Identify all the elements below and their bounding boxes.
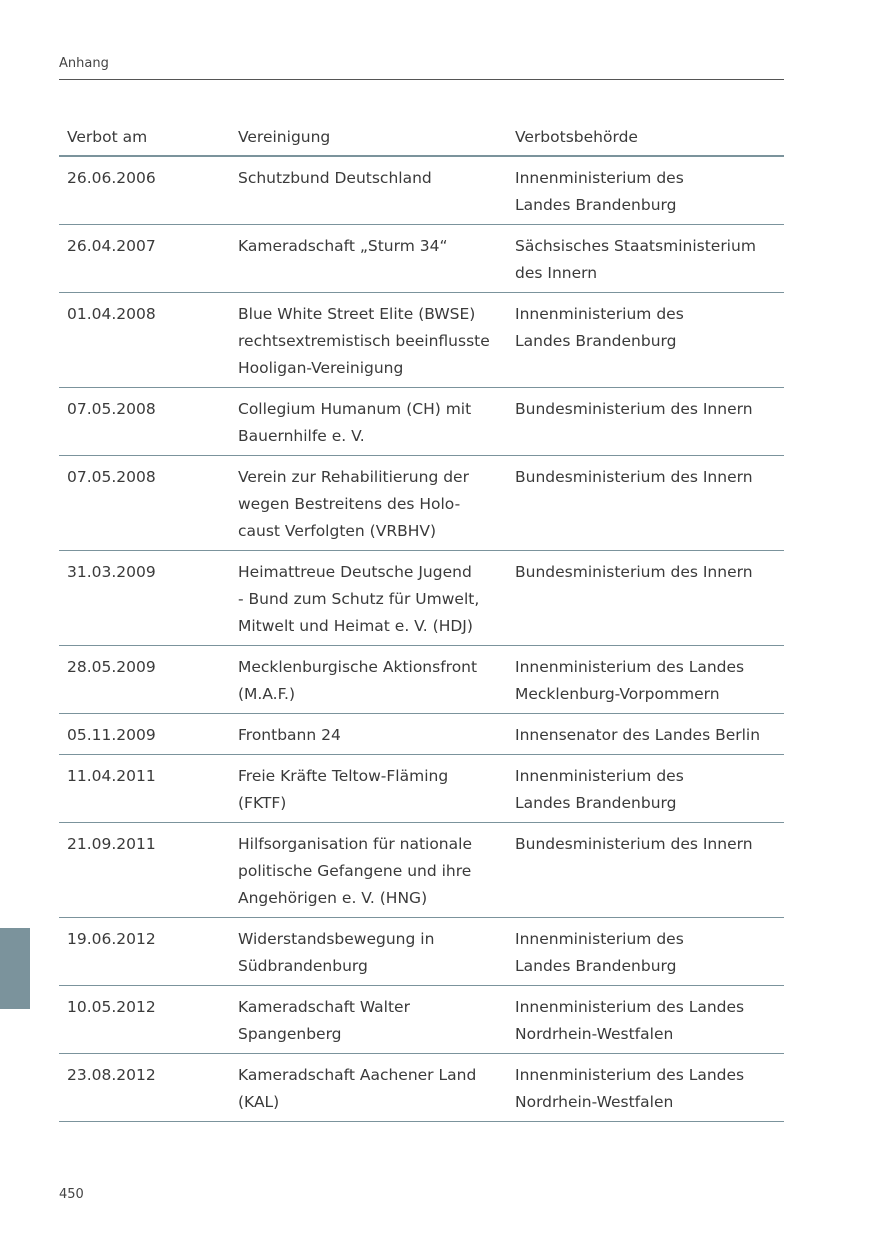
table-row bbox=[59, 1054, 784, 1122]
cell-authority: Innenministerium des Landes Mecklenburg-Vorpommern bbox=[507, 646, 784, 714]
table-row bbox=[59, 918, 784, 986]
ban-table bbox=[59, 116, 784, 1122]
table-row bbox=[59, 986, 784, 1054]
cell-authority: Bundesministerium des Innern bbox=[507, 456, 784, 551]
cell-authority: Sächsisches Staatsministerium des Innern bbox=[507, 225, 784, 293]
cell-association: Kameradschaft Walter Spangenberg bbox=[230, 986, 507, 1054]
cell-association: Blue White Street Elite (BWSE) rechtsextremistisch beeinflusste Hooligan-Vereinigung bbox=[230, 293, 507, 388]
column-header-association: Vereinigung bbox=[230, 116, 507, 156]
cell-date: 26.06.2006 bbox=[59, 156, 230, 225]
cell-date: 23.08.2012 bbox=[59, 1054, 230, 1122]
table-row bbox=[59, 456, 784, 551]
cell-authority: Innenministerium des Landes Nordrhein-Westfalen bbox=[507, 986, 784, 1054]
page-number: 450 bbox=[59, 1187, 84, 1202]
table-row bbox=[59, 156, 784, 225]
cell-date: 28.05.2009 bbox=[59, 646, 230, 714]
cell-association: Heimattreue Deutsche Jugend - Bund zum Schutz für Umwelt, Mitwelt und Heimat e. V. (HDJ) bbox=[230, 551, 507, 646]
running-head-title: Anhang bbox=[59, 56, 109, 71]
cell-association: Kameradschaft Aachener Land (KAL) bbox=[230, 1054, 507, 1122]
cell-date: 10.05.2012 bbox=[59, 986, 230, 1054]
table-row bbox=[59, 388, 784, 456]
cell-authority: Innensenator des Landes Berlin bbox=[507, 714, 784, 755]
cell-authority: Innenministerium des Landes Brandenburg bbox=[507, 293, 784, 388]
cell-association: Mecklenburgische Aktionsfront (M.A.F.) bbox=[230, 646, 507, 714]
cell-association: Frontbann 24 bbox=[230, 714, 507, 755]
cell-authority: Innenministerium des Landes Brandenburg bbox=[507, 918, 784, 986]
cell-date: 01.04.2008 bbox=[59, 293, 230, 388]
cell-association: Collegium Humanum (CH) mit Bauernhilfe e. V. bbox=[230, 388, 507, 456]
cell-association: Hilfsorganisation für nationale politische Gefangene und ihre Angehörigen e. V. (HNG) bbox=[230, 823, 507, 918]
cell-association: Schutzbund Deutschland bbox=[230, 156, 507, 225]
cell-date: 31.03.2009 bbox=[59, 551, 230, 646]
cell-date: 21.09.2011 bbox=[59, 823, 230, 918]
table-row bbox=[59, 646, 784, 714]
cell-association: Verein zur Rehabilitierung der wegen Bestreitens des Holo- caust Verfolgten (VRBHV) bbox=[230, 456, 507, 551]
cell-authority: Bundesministerium des Innern bbox=[507, 823, 784, 918]
cell-authority: Innenministerium des Landes Brandenburg bbox=[507, 755, 784, 823]
cell-authority: Bundesministerium des Innern bbox=[507, 551, 784, 646]
cell-authority: Innenministerium des Landes Brandenburg bbox=[507, 156, 784, 225]
cell-authority: Innenministerium des Landes Nordrhein-Westfalen bbox=[507, 1054, 784, 1122]
column-header-date: Verbot am bbox=[59, 116, 230, 156]
cell-date: 11.04.2011 bbox=[59, 755, 230, 823]
table-row bbox=[59, 551, 784, 646]
table-row bbox=[59, 225, 784, 293]
cell-date: 26.04.2007 bbox=[59, 225, 230, 293]
table-row bbox=[59, 755, 784, 823]
cell-date: 07.05.2008 bbox=[59, 456, 230, 551]
cell-date: 19.06.2012 bbox=[59, 918, 230, 986]
cell-association: Freie Kräfte Teltow-Fläming (FKTF) bbox=[230, 755, 507, 823]
header-rule bbox=[59, 79, 784, 80]
column-header-authority: Verbotsbehörde bbox=[507, 116, 784, 156]
table-row bbox=[59, 293, 784, 388]
cell-association: Kameradschaft „Sturm 34“ bbox=[230, 225, 507, 293]
cell-date: 07.05.2008 bbox=[59, 388, 230, 456]
table-row bbox=[59, 714, 784, 755]
cell-authority: Bundesministerium des Innern bbox=[507, 388, 784, 456]
cell-association: Widerstandsbewegung in Südbrandenburg bbox=[230, 918, 507, 986]
table-row bbox=[59, 823, 784, 918]
section-thumb-tab bbox=[0, 928, 30, 1009]
table-header-row bbox=[59, 116, 784, 156]
cell-date: 05.11.2009 bbox=[59, 714, 230, 755]
